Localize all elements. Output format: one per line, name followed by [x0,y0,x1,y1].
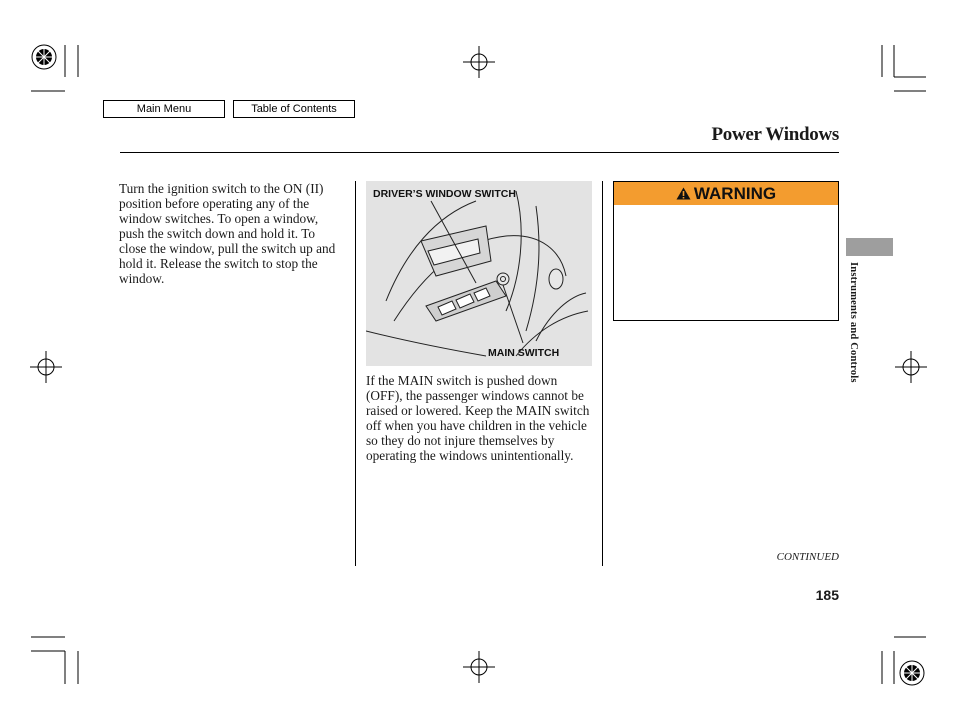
table-of-contents-button[interactable]: Table of Contents [233,100,355,118]
warning-title: WARNING [693,183,777,203]
title-divider [120,152,839,153]
ignition-instructions-text: Turn the ignition switch to the ON (II) position before operating any of the window switches. To open a window, push the switch down and hold it. To close the window, pull the switch up and hold it. Release the switch to stop the window. [119,181,336,286]
warning-box [613,181,839,321]
column-divider-right [602,181,603,566]
main-switch-label: MAIN SWITCH [488,347,560,359]
page-number: 185 [815,587,839,603]
warning-header [614,182,838,205]
column-divider-left [355,181,356,566]
warning-triangle-icon [676,187,691,200]
drivers-window-switch-label: DRIVER’S WINDOW SWITCH [373,188,516,200]
main-menu-button[interactable]: Main Menu [103,100,225,118]
door-panel-illustration [366,181,592,366]
continued-label: CONTINUED [776,551,839,563]
section-tab-label: Instruments and Controls [848,262,859,383]
main-switch-text: If the MAIN switch is pushed down (OFF), the passenger windows cannot be raised or lowered. Keep the MAIN switch off when you have children in the vehicle so they do not injure themselves by operating the windows unintentionally. [366,373,590,463]
window-switch-figure [366,181,592,366]
section-tab-marker [846,238,893,256]
page-title: Power Windows [711,124,839,145]
